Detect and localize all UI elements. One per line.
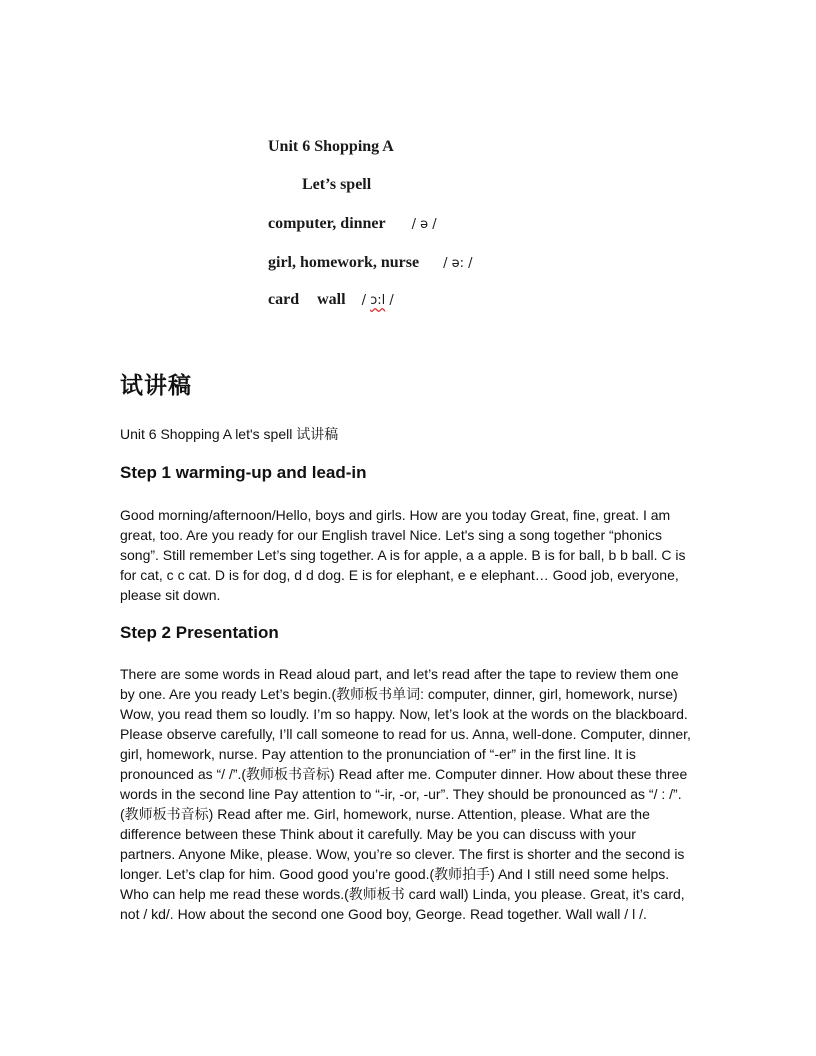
board-line-ir [268,254,473,272]
board-phonetic-er: / ə / [411,217,437,232]
page-subtitle: Unit 6 Shopping A let's spell 试讲稿 [120,426,339,442]
board-words-er: computer, dinner [268,215,386,232]
step1-heading: Step 1 warming-up and lead-in [120,463,367,482]
board-word-card: card [268,291,300,308]
board-title: Unit 6 Shopping A [268,138,394,155]
step2-heading: Step 2 Presentation [120,623,279,642]
board-phonetic-ir: / ə: / [443,256,473,271]
board-line-ar [268,291,394,309]
board-subtitle: Let’s spell [302,176,372,193]
board-phonetic-ar: / ɔ:l / [361,293,394,308]
page-title: 试讲稿 [120,373,192,399]
step2-paragraph: There are some words in Read aloud part, and let’s read after the tape to review them one by one. Are you ready Let’s begin.(教师板书单词: computer, dinner, girl, homework, nurse) Wow, you read them so loudly. I’m so happy. Now, let’s look at the words on the blackboard. Please observe carefully, I’ll call someone to read for us. Anna, well-done. Computer, dinner, girl, homework, nurse. Pay attention to the pronunciation of “-er” in the first line. It is pronounced as “/ /”.(教师板书音标) Read after me. Computer dinner. How about these three words in the second line Pay attention to “-ir, -or, -ur”. They should be pronounced as “/ : /”. (教师板书音标) Read after me. Girl, homework, nurse. Attention, please. What are the difference between these Think about it carefully. May be you can discuss with your partners. Anyone Mike, please. Wow, you’re so clever. The first is shorter and the second is longer. Let’s clap for him. Good good you’re good.(教师拍手) And I still need some helps. Who can help me read these words.(教师板书 card wall) Linda, you please. Great, it’s card, not / kd/. How about the second one Good boy, George. Read together. Wall wall / l /. [120,666,691,922]
board-line-er [268,215,437,233]
board-word-wall: wall [317,291,346,308]
step1-paragraph: Good morning/afternoon/Hello, boys and girls. How are you today Great, fine, great. I am great, too. Are you ready for our English travel Nice. Let's sing a song together “phonics song”. Still remember Let’s sing together. A is for apple, a a apple. B is for ball, b b ball. C is for cat, c c cat. D is for dog, d d dog. E is for elephant, e e elephant… Good job, everyone, please sit down. [120,507,686,603]
board-words-ir: girl, homework, nurse [268,254,420,271]
